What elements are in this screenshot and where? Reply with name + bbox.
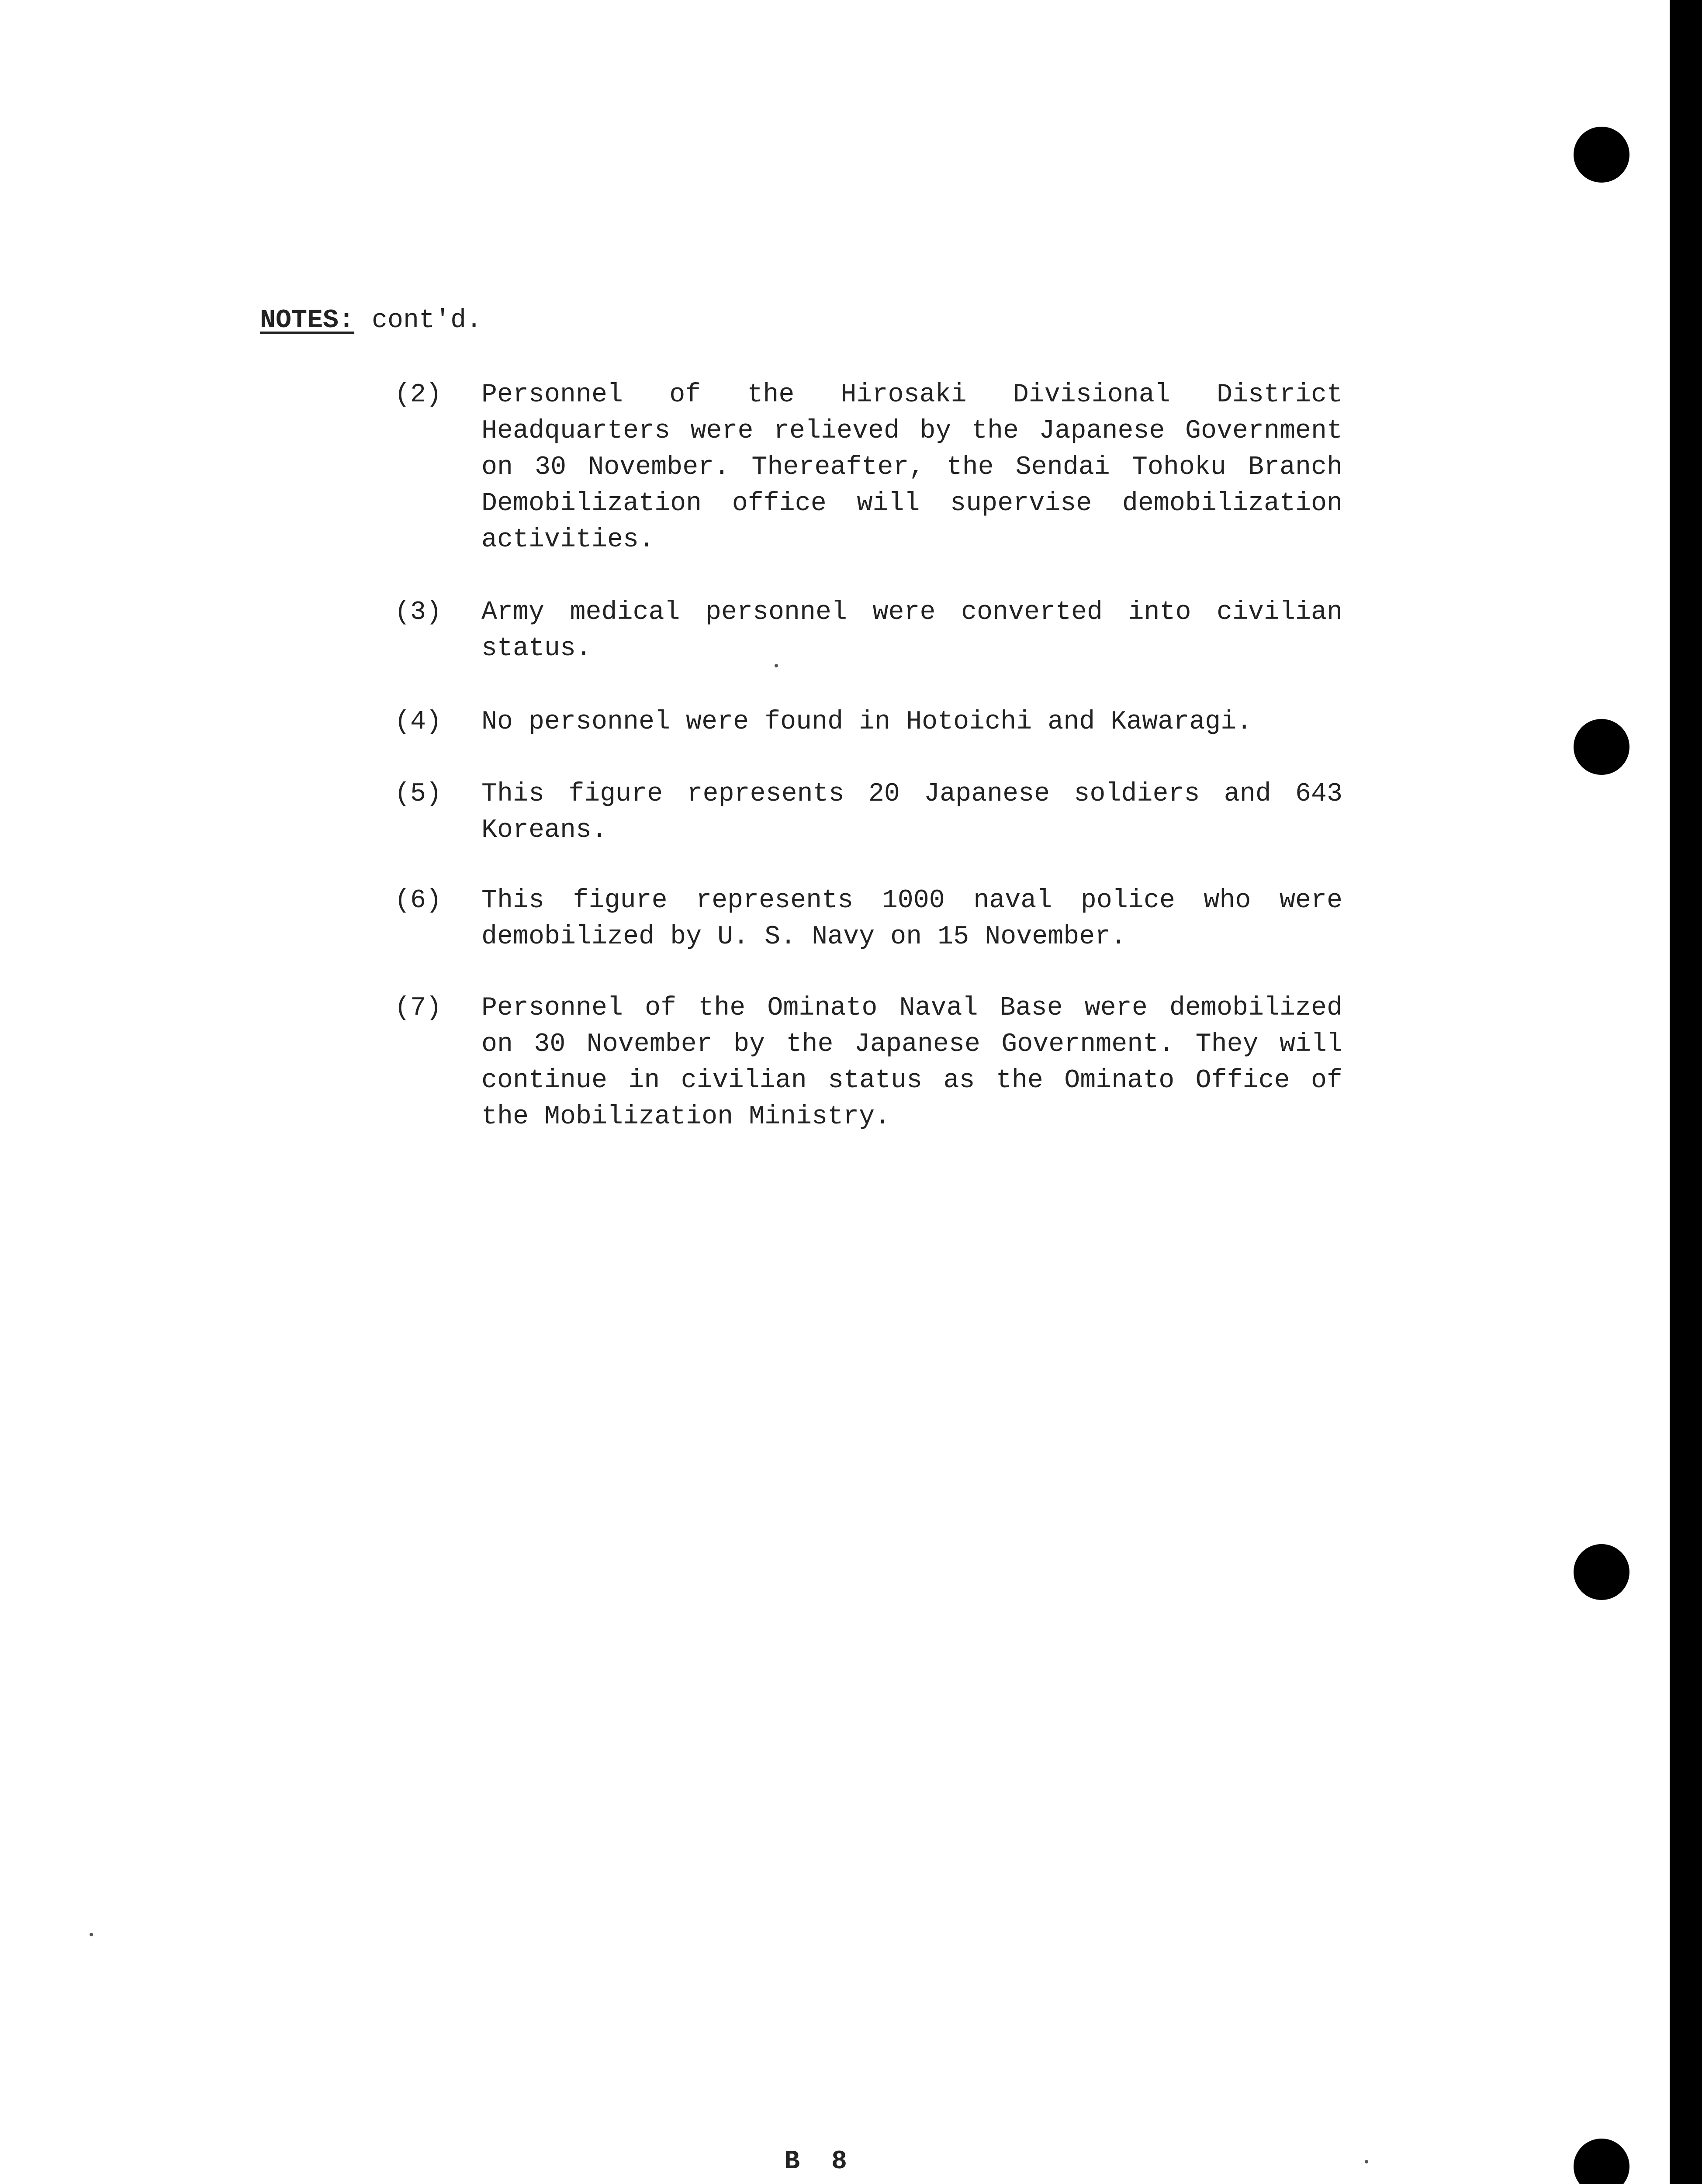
note-text: Personnel of the Ominato Naval Base were demobilized on 30 November by the Japanese Government. They will continue in civilian status as the Ominato Office of the Mobilization Ministry. [481,993,1342,1132]
punch-hole [1574,127,1629,183]
note-text: This figure represents 1000 naval police who were demobilized by U. S. Navy on 15 November. [481,886,1342,952]
note-item [394,883,1342,955]
note-number: (6) [394,886,442,916]
punch-hole [1574,719,1629,775]
note-item [394,377,1342,558]
note-text: No personnel were found in Hotoichi and Kawaragi. [481,707,1252,737]
ink-speck [775,664,778,667]
note-number: (7) [394,993,442,1023]
notes-heading [260,306,482,335]
note-item [394,704,1342,740]
note-number: (3) [394,598,442,627]
note-text: This figure represents 20 Japanese soldiers and 643 Koreans. [481,779,1342,845]
note-number: (4) [394,707,442,737]
note-text: Personnel of the Hirosaki Divisional District Headquarters were relieved by the Japanese Government on 30 November. Thereafter, the Sendai Tohoku Branch Demobilization office will supervise demobilization activities. [481,380,1342,555]
ink-speck [90,1933,93,1936]
page-number: B 8 [784,2147,855,2177]
note-text: Army medical personnel were converted into civilian status. [481,598,1342,663]
ink-speck [1365,2160,1368,2163]
note-item [394,776,1342,849]
notes-heading-label: NOTES: [260,306,355,335]
note-item [394,990,1342,1135]
note-item [394,594,1342,667]
notes-heading-continued: cont'd. [372,306,482,335]
punch-hole [1574,2139,1629,2184]
note-number: (5) [394,779,442,809]
note-number: (2) [394,380,442,410]
punch-hole [1574,1544,1629,1600]
